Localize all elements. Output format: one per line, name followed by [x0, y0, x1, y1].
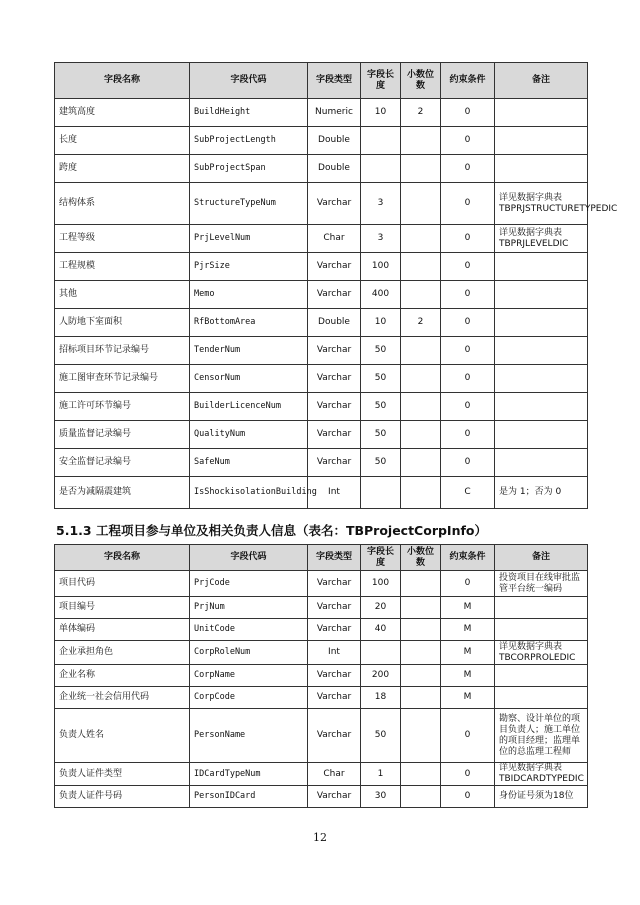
remarks-cell: [495, 127, 588, 155]
remarks-cell: [495, 393, 588, 421]
field-code-cell: PrjCode: [190, 571, 308, 597]
field-length-cell: [361, 155, 401, 183]
table-row: [55, 687, 588, 709]
field-length-cell: 3: [361, 183, 401, 225]
field-type-cell: Varchar: [308, 281, 361, 309]
decimals-cell: [401, 393, 441, 421]
header-field-type: 字段类型: [308, 545, 361, 571]
decimals-cell: [401, 597, 441, 619]
field-length-cell: 50: [361, 337, 401, 365]
field-type-cell: Varchar: [308, 786, 361, 808]
field-type-cell: Numeric: [308, 99, 361, 127]
field-type-cell: Double: [308, 127, 361, 155]
section-heading: 5.1.3 工程项目参与单位及相关负责人信息（表名：TBProjectCorpInfo）: [56, 523, 488, 538]
constraint-cell: 0: [441, 786, 495, 808]
remarks-cell: [495, 619, 588, 641]
constraint-cell: 0: [441, 225, 495, 253]
header-decimals: 小数位数: [401, 545, 441, 571]
table-row: [55, 309, 588, 337]
field-type-cell: Varchar: [308, 337, 361, 365]
field-code-cell: StructureTypeNum: [190, 183, 308, 225]
field-type-cell: Double: [308, 155, 361, 183]
field-length-cell: 50: [361, 449, 401, 477]
constraint-cell: 0: [441, 421, 495, 449]
field-name-cell: 人防地下室面积: [55, 309, 190, 337]
constraint-cell: 0: [441, 709, 495, 763]
decimals-cell: [401, 477, 441, 509]
remarks-cell: 是为 1；否为 0: [495, 477, 588, 509]
remarks-cell: 详见数据字典表TBPRJLEVELDIC: [495, 225, 588, 253]
field-code-cell: UnitCode: [190, 619, 308, 641]
header-decimals: 小数位数: [401, 63, 441, 99]
field-table-1: [54, 62, 618, 509]
table-row: [55, 99, 588, 127]
table-header-row: [55, 545, 588, 571]
field-code-cell: CorpRoleNum: [190, 641, 308, 665]
table-row: [55, 393, 588, 421]
field-length-cell: 100: [361, 253, 401, 281]
field-length-cell: 100: [361, 571, 401, 597]
page-number: 12: [313, 831, 327, 844]
field-name-cell: 质量监督记录编号: [55, 421, 190, 449]
constraint-cell: 0: [441, 253, 495, 281]
table-row: [55, 155, 588, 183]
field-code-cell: IDCardTypeNum: [190, 763, 308, 786]
remarks-cell: [495, 687, 588, 709]
field-type-cell: Varchar: [308, 571, 361, 597]
decimals-cell: 2: [401, 309, 441, 337]
field-name-cell: 企业统一社会信用代码: [55, 687, 190, 709]
field-type-cell: Varchar: [308, 421, 361, 449]
field-code-cell: BuildHeight: [190, 99, 308, 127]
constraint-cell: M: [441, 641, 495, 665]
field-name-cell: 企业名称: [55, 665, 190, 687]
field-type-cell: Varchar: [308, 665, 361, 687]
decimals-cell: [401, 365, 441, 393]
field-table-2: [54, 544, 588, 808]
remarks-cell: [495, 449, 588, 477]
field-name-cell: 结构体系: [55, 183, 190, 225]
field-code-cell: PrjLevelNum: [190, 225, 308, 253]
field-type-cell: Char: [308, 763, 361, 786]
table-row: [55, 127, 588, 155]
field-code-cell: SubProjectSpan: [190, 155, 308, 183]
field-length-cell: 50: [361, 709, 401, 763]
decimals-cell: [401, 155, 441, 183]
constraint-cell: 0: [441, 155, 495, 183]
field-code-cell: RfBottomArea: [190, 309, 308, 337]
field-length-cell: [361, 641, 401, 665]
header-field-code: 字段代码: [190, 545, 308, 571]
header-field-name: 字段名称: [55, 545, 190, 571]
field-code-cell: PjrSize: [190, 253, 308, 281]
field-length-cell: 50: [361, 365, 401, 393]
table-row: [55, 763, 588, 786]
remarks-cell: [495, 337, 588, 365]
field-name-cell: 负责人姓名: [55, 709, 190, 763]
decimals-cell: [401, 763, 441, 786]
field-code-cell: SafeNum: [190, 449, 308, 477]
field-type-cell: Varchar: [308, 365, 361, 393]
field-code-cell: CorpName: [190, 665, 308, 687]
field-name-cell: 是否为减隔震建筑: [55, 477, 190, 509]
header-field-type: 字段类型: [308, 63, 361, 99]
table-row: [55, 619, 588, 641]
decimals-cell: [401, 127, 441, 155]
constraint-cell: 0: [441, 127, 495, 155]
constraint-cell: M: [441, 619, 495, 641]
field-length-cell: 40: [361, 619, 401, 641]
field-type-cell: Varchar: [308, 619, 361, 641]
field-length-cell: [361, 477, 401, 509]
field-name-cell: 施工图审查环节记录编号: [55, 365, 190, 393]
remarks-cell: 勘察、设计单位的项目负责人；施工单位的项目经理；监理单位的总监理工程师: [495, 709, 588, 763]
remarks-cell: [495, 365, 588, 393]
field-length-cell: 10: [361, 99, 401, 127]
remarks-cell: 身份证号须为18位: [495, 786, 588, 808]
field-name-cell: 建筑高度: [55, 99, 190, 127]
decimals-cell: [401, 641, 441, 665]
remarks-cell: [495, 665, 588, 687]
field-name-cell: 招标项目环节记录编号: [55, 337, 190, 365]
header-field-name: 字段名称: [55, 63, 190, 99]
field-code-cell: PersonIDCard: [190, 786, 308, 808]
field-name-cell: 项目代码: [55, 571, 190, 597]
constraint-cell: 0: [441, 449, 495, 477]
field-type-cell: Varchar: [308, 597, 361, 619]
field-code-cell: IsShockisolationBuilding: [190, 477, 308, 509]
field-type-cell: Varchar: [308, 449, 361, 477]
remarks-cell: [495, 99, 588, 127]
table-row: [55, 477, 588, 509]
field-code-cell: PersonName: [190, 709, 308, 763]
field-type-cell: Varchar: [308, 183, 361, 225]
header-remarks: 备注: [495, 63, 588, 99]
field-length-cell: 50: [361, 421, 401, 449]
decimals-cell: [401, 281, 441, 309]
decimals-cell: 2: [401, 99, 441, 127]
decimals-cell: [401, 709, 441, 763]
table-row: [55, 281, 588, 309]
field-code-cell: CorpCode: [190, 687, 308, 709]
field-length-cell: [361, 127, 401, 155]
field-type-cell: Varchar: [308, 253, 361, 281]
decimals-cell: [401, 571, 441, 597]
field-code-cell: SubProjectLength: [190, 127, 308, 155]
header-constraint: 约束条件: [441, 545, 495, 571]
decimals-cell: [401, 337, 441, 365]
remarks-cell: [495, 281, 588, 309]
table-row: [55, 421, 588, 449]
field-code-cell: BuilderLicenceNum: [190, 393, 308, 421]
remarks-cell: [495, 597, 588, 619]
field-name-cell: 跨度: [55, 155, 190, 183]
constraint-cell: C: [441, 477, 495, 509]
table-row: [55, 183, 588, 225]
header-constraint: 约束条件: [441, 63, 495, 99]
field-name-cell: 工程规模: [55, 253, 190, 281]
field-type-cell: Varchar: [308, 709, 361, 763]
field-length-cell: 200: [361, 665, 401, 687]
field-name-cell: 施工许可环节编号: [55, 393, 190, 421]
field-name-cell: 企业承担角色: [55, 641, 190, 665]
remarks-cell: [495, 309, 588, 337]
header-field-code: 字段代码: [190, 63, 308, 99]
constraint-cell: 0: [441, 281, 495, 309]
remarks-cell: 投资项目在线审批监管平台统一编码: [495, 571, 588, 597]
remarks-cell: [495, 421, 588, 449]
field-code-cell: QualityNum: [190, 421, 308, 449]
field-length-cell: 18: [361, 687, 401, 709]
constraint-cell: 0: [441, 309, 495, 337]
table-row: [55, 253, 588, 281]
field-name-cell: 其他: [55, 281, 190, 309]
decimals-cell: [401, 619, 441, 641]
field-type-cell: Varchar: [308, 687, 361, 709]
field-length-cell: 10: [361, 309, 401, 337]
decimals-cell: [401, 183, 441, 225]
field-code-cell: TenderNum: [190, 337, 308, 365]
field-type-cell: Varchar: [308, 393, 361, 421]
table-row: [55, 571, 588, 597]
header-field-length: 字段长度: [361, 545, 401, 571]
table-row: [55, 365, 588, 393]
table-row: [55, 641, 588, 665]
decimals-cell: [401, 421, 441, 449]
field-name-cell: 工程等级: [55, 225, 190, 253]
table-row: [55, 225, 588, 253]
field-type-cell: Int: [308, 477, 361, 509]
remarks-cell: [495, 155, 588, 183]
decimals-cell: [401, 786, 441, 808]
decimals-cell: [401, 665, 441, 687]
table-row: [55, 337, 588, 365]
decimals-cell: [401, 687, 441, 709]
field-code-cell: PrjNum: [190, 597, 308, 619]
table-row: [55, 449, 588, 477]
field-type-cell: Char: [308, 225, 361, 253]
header-remarks: 备注: [495, 545, 588, 571]
remarks-cell: 详见数据字典表TBIDCARDTYPEDIC: [495, 763, 588, 786]
field-type-cell: Int: [308, 641, 361, 665]
remarks-cell: [495, 253, 588, 281]
constraint-cell: 0: [441, 365, 495, 393]
field-length-cell: 3: [361, 225, 401, 253]
decimals-cell: [401, 449, 441, 477]
constraint-cell: M: [441, 687, 495, 709]
field-code-cell: Memo: [190, 281, 308, 309]
field-length-cell: 30: [361, 786, 401, 808]
table-row: [55, 665, 588, 687]
constraint-cell: 0: [441, 571, 495, 597]
table-row: [55, 786, 588, 808]
field-length-cell: 20: [361, 597, 401, 619]
field-length-cell: 1: [361, 763, 401, 786]
constraint-cell: 0: [441, 337, 495, 365]
constraint-cell: M: [441, 597, 495, 619]
constraint-cell: M: [441, 665, 495, 687]
field-code-cell: CensorNum: [190, 365, 308, 393]
table-header-row: [55, 63, 588, 99]
remarks-cell: 详见数据字典表TBPRJSTRUCTURETYPEDIC: [495, 183, 588, 225]
field-name-cell: 项目编号: [55, 597, 190, 619]
field-name-cell: 单体编码: [55, 619, 190, 641]
constraint-cell: 0: [441, 763, 495, 786]
constraint-cell: 0: [441, 183, 495, 225]
table-row: [55, 709, 588, 763]
constraint-cell: 0: [441, 99, 495, 127]
header-field-length: 字段长度: [361, 63, 401, 99]
field-name-cell: 负责人证件类型: [55, 763, 190, 786]
field-length-cell: 50: [361, 393, 401, 421]
table-row: [55, 597, 588, 619]
decimals-cell: [401, 225, 441, 253]
field-type-cell: Double: [308, 309, 361, 337]
field-name-cell: 安全监督记录编号: [55, 449, 190, 477]
decimals-cell: [401, 253, 441, 281]
field-name-cell: 负责人证件号码: [55, 786, 190, 808]
constraint-cell: 0: [441, 393, 495, 421]
field-length-cell: 400: [361, 281, 401, 309]
remarks-cell: 详见数据字典表TBCORPROLEDIC: [495, 641, 588, 665]
field-name-cell: 长度: [55, 127, 190, 155]
